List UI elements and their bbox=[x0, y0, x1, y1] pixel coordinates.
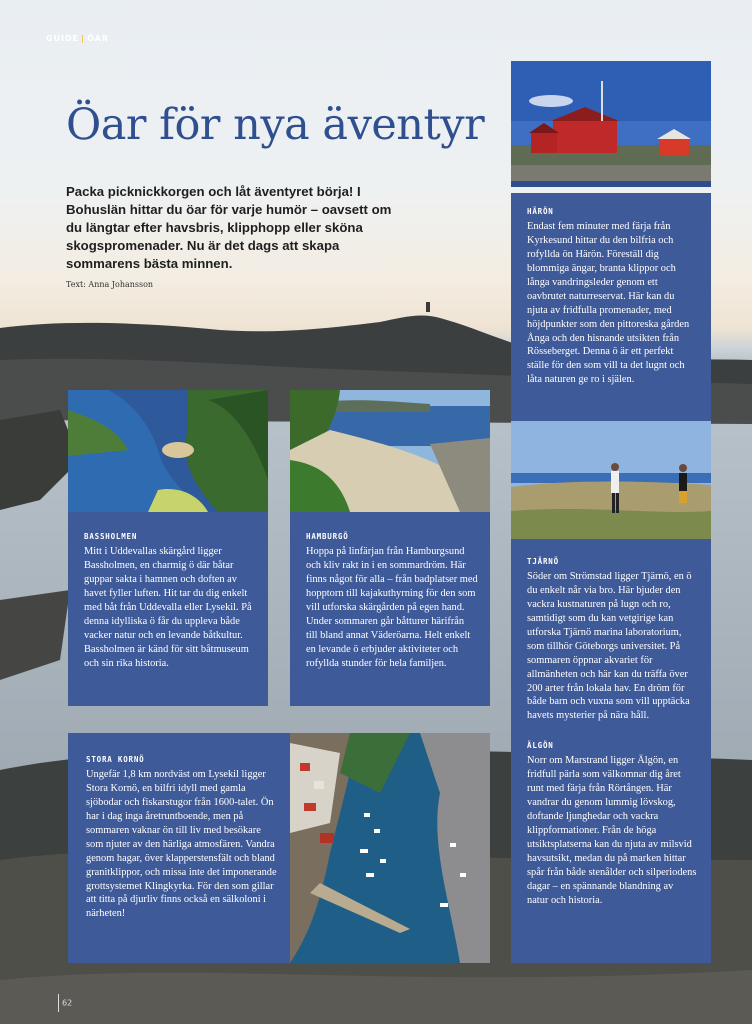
algon-heading: ÄLGÖN bbox=[527, 741, 554, 751]
topic-label: ÖAR bbox=[87, 34, 110, 43]
byline: Text: Anna Johansson bbox=[66, 280, 154, 289]
stora-korno-heading: STORA KORNÖ bbox=[86, 755, 145, 764]
tjarno-heading: TJÄRNÖ bbox=[527, 557, 559, 566]
haron-houses-photo bbox=[511, 61, 711, 187]
hamburgo-beach-photo bbox=[290, 390, 490, 512]
hamburgo-heading: HAMBURGÖ bbox=[306, 532, 349, 541]
bassholmen-heading: BASSHOLMEN bbox=[84, 532, 138, 541]
page-title: Öar för nya äventyr bbox=[66, 100, 485, 150]
section-tag: GUIDE | ÖAR bbox=[46, 34, 110, 43]
haron-box bbox=[511, 193, 711, 421]
algon-text: Norr om Marstrand ligger Älgön, en fridfull pärla som välkomnar dig året runt med färja från Rörtången. Här vandrar du genom lummig lövskog, doftande ljunghedar och vackra klippformationer. Från de höga utsiktsplatserna kan du njuta av milsvid havsutsikt, medan du på marken hittar spår från både stenålder och silperiodens dagar – en spännande blandning av natur och historia. bbox=[527, 755, 697, 906]
tjarno-text: Söder om Strömstad ligger Tjärnö, en ö du enkelt når via bro. Här bjuder den vackra kustnaturen på lugn och ro, samtidigt som du kan vetgirige kan utforska Tjärnö marina laboratorium, som tillhör Göteborgs universitet. På sommaren öppnar akvariet för allmänheten och här kan du träffa över 200 arter från lokala hav. En dröm för både barn och vuxna som vill upptäcka havets mysterier på nära håll. bbox=[527, 571, 692, 722]
stora-korno-box bbox=[68, 733, 290, 963]
page-number-text: 62 bbox=[62, 998, 73, 1008]
page-number bbox=[58, 994, 72, 1012]
stora-korno-text: Ungefär 1,8 km nordväst om Lysekil ligger Stora Kornö, en bilfri idyll med gamla sjöbodar och fiskarstugor från 1600-talet. Ön har i dag inga åretruntboende, men på sommaren vaknar ön till liv med besökare som njuter av den härliga atmosfären. Vandra genom hagar, över klapperstensfält och bland granitklippor, och missa inte det imponerande grottsystemet Klingkyrka. För den som gillar att titta på djurliv finns också en sälkoloni i närheten! bbox=[86, 769, 277, 920]
bassholmen-box bbox=[68, 512, 268, 706]
haron-text: Endast fem minuter med färja från Kyrkesund hittar du den bilfria och rofyllda ön Härön. Föreställ dig blommiga ängar, branta klippor och långa vandringsleder genom ett oavbrutet naturreservat. Här kan du njuta av fridfulla promenader, med höjdpunkter som den pittoreska gården Ånga och den hisnande utsikten från Rösseberget. Denna ö är ett perfekt ställe för den som vill ta det lugnt och låta naturen ge ro i själen. bbox=[527, 221, 690, 386]
right-column-box bbox=[511, 539, 711, 963]
section-label: GUIDE bbox=[46, 34, 80, 43]
hikers-photo bbox=[511, 421, 711, 539]
lead-paragraph: Packa picknickkorgen och låt äventyret börja! I Bohuslän hittar du öar för varje humör – oavsett om du längtar efter havsbris, klipphopp eller sköna skogspromenader. Nu är det dags att skapa sommarens bästa minnen. bbox=[66, 184, 392, 271]
stora-korno-harbour-photo bbox=[290, 733, 490, 963]
hamburgo-box bbox=[290, 512, 490, 706]
bassholmen-aerial-photo bbox=[68, 390, 268, 512]
bassholmen-text: Mitt i Uddevallas skärgård ligger Bassholmen, en charmig ö där båtar guppar sakta i hamnen och doften av havet fyller luften. Hit tar du dig enkelt med båt från Uddevalla eller Lysekil. På denna idylliska ö får du uppleva både vacker natur och en levande båtkultur. Bassholmen är känd för sitt båtmuseum och sin rika historia. bbox=[84, 546, 252, 669]
haron-heading: HÄRÖN bbox=[527, 207, 554, 216]
hamburgo-text: Hoppa på linfärjan från Hamburgsund och kliv rakt in i en sommardröm. Här finns något för alla – från badplatser med hopptorn till kajakuthyrning för den som vill utforska skärgården på egen hand. Under sommaren går båtturer härifrån till bland annat Väderöarna. Helt enkelt en levande ö erbjuder aktiviteter och rofyllda stunder för hela familjen. bbox=[306, 546, 478, 669]
